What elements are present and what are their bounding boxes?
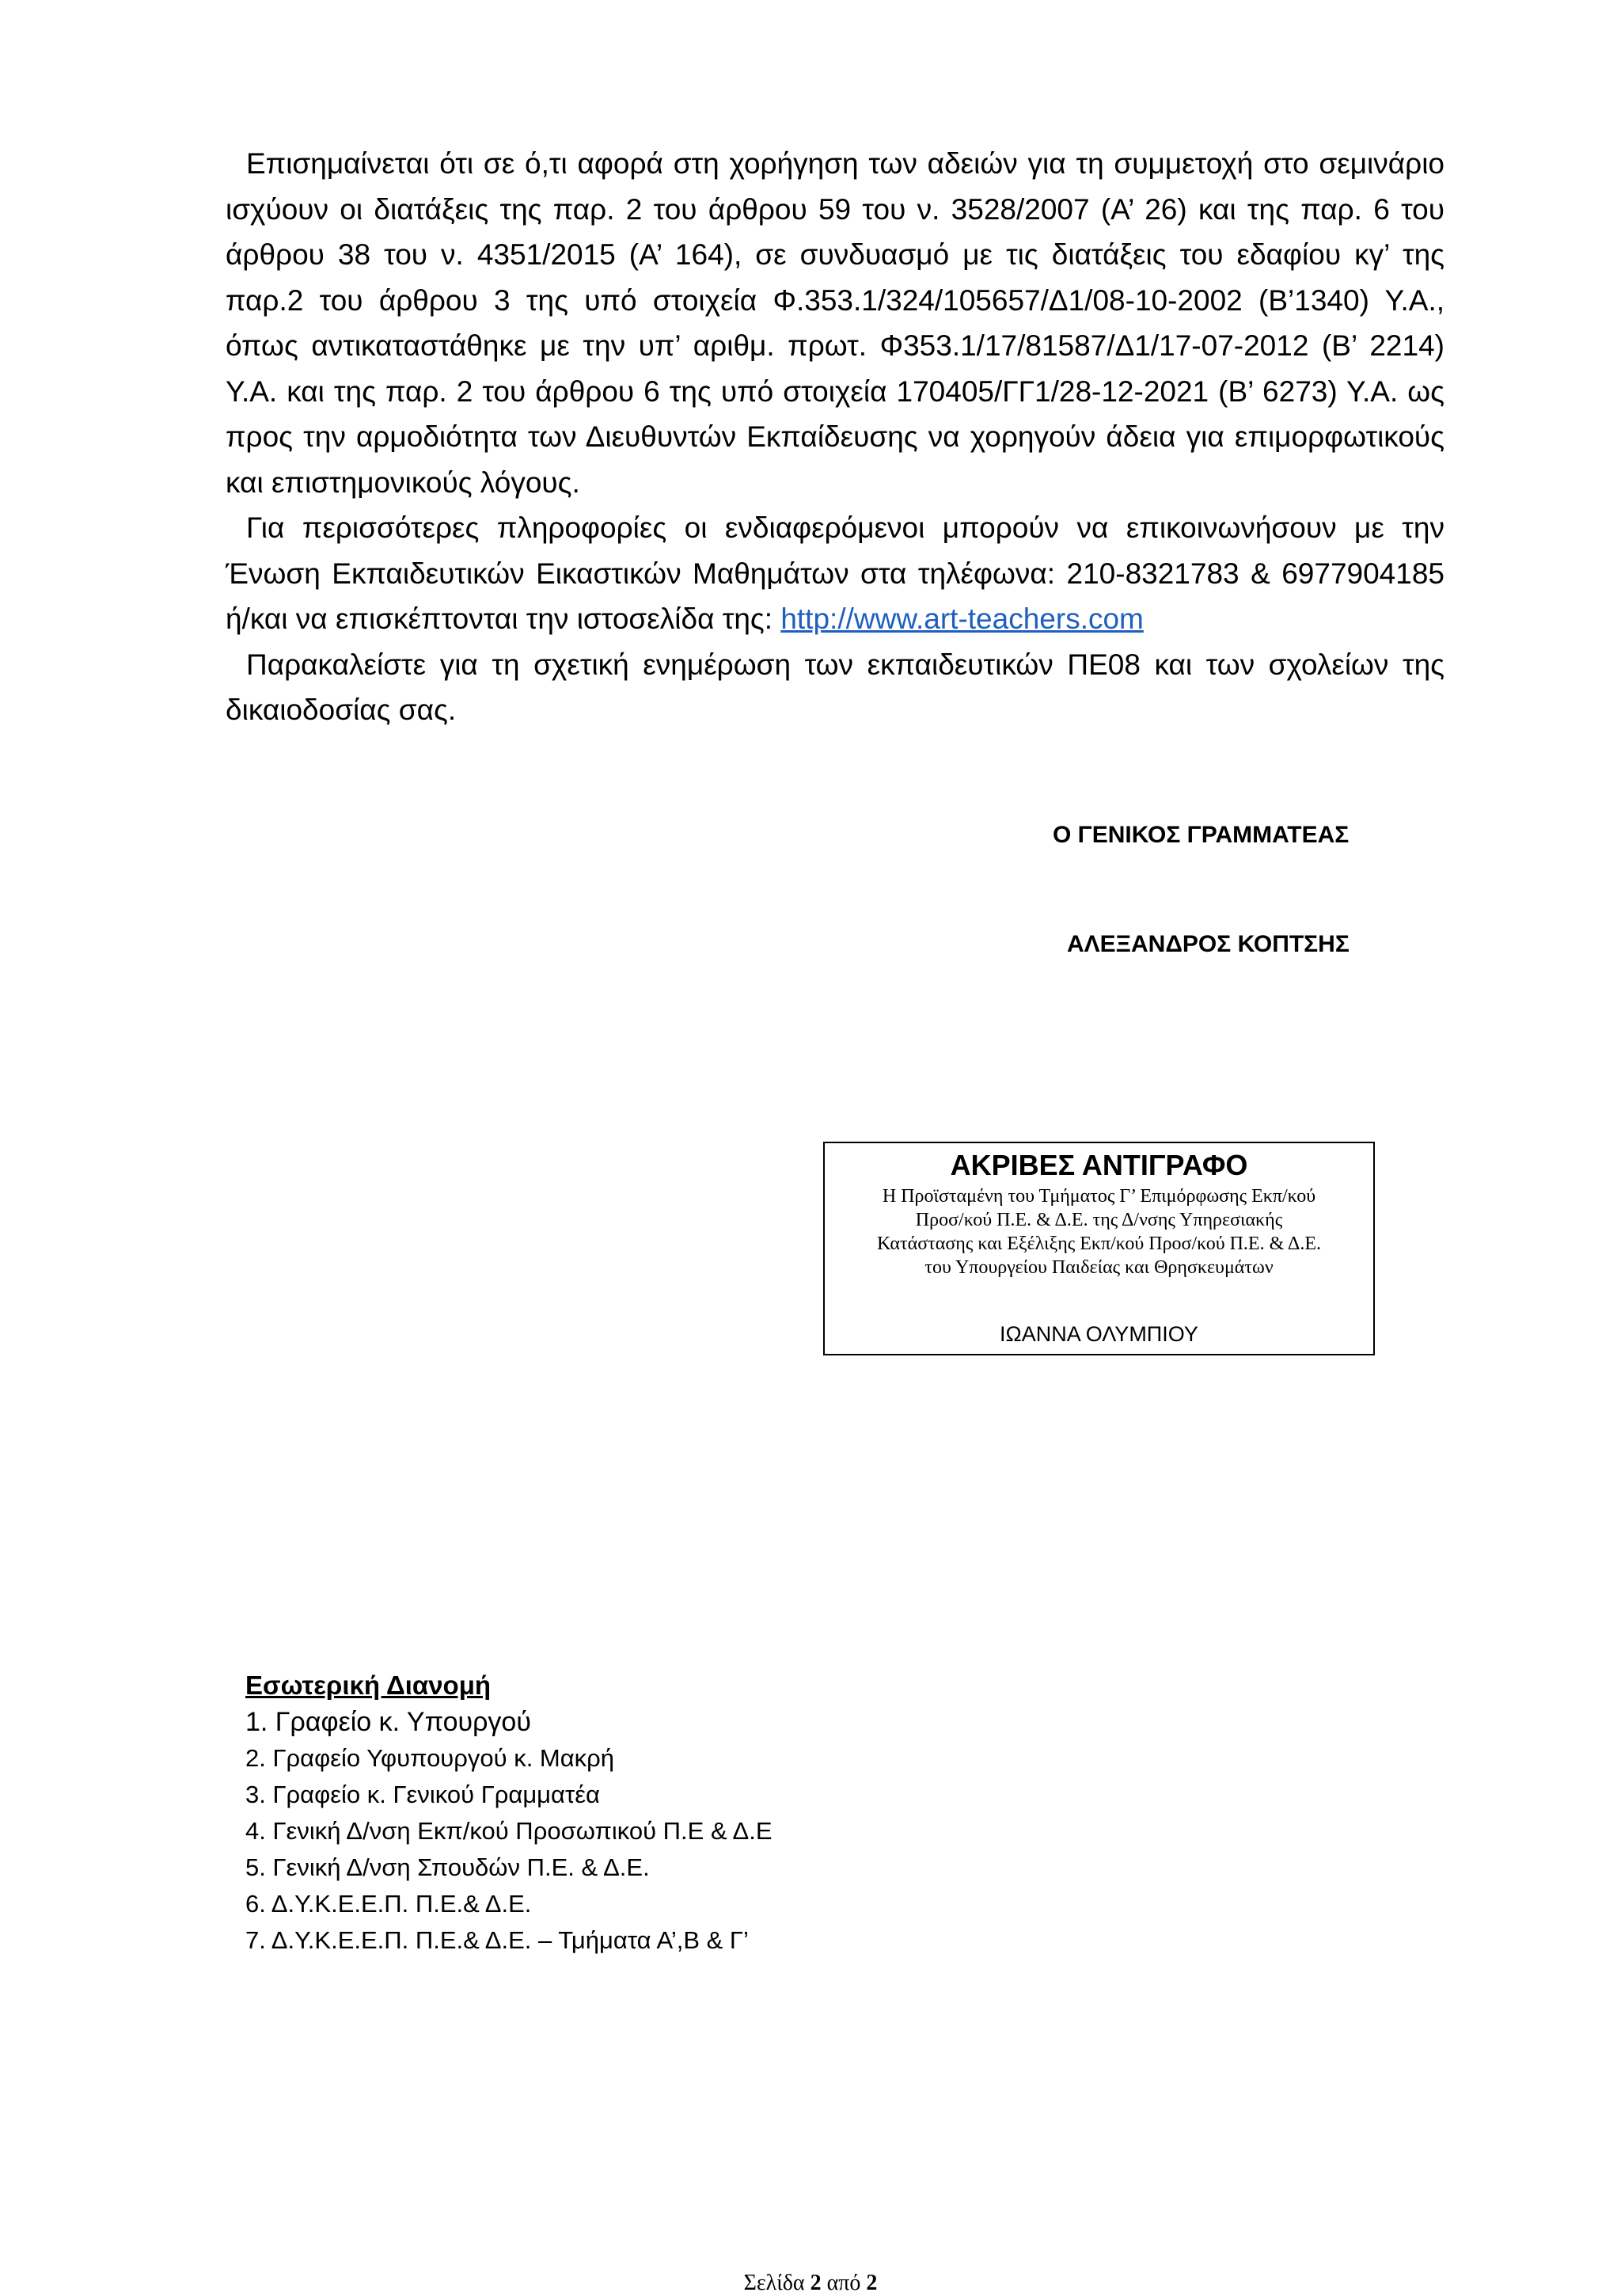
distribution-item: 3. Γραφείο κ. Γενικού Γραμματέα bbox=[245, 1781, 600, 1808]
total-pages-number: 2 bbox=[866, 2271, 878, 2295]
stamp-title: ΑΚΡΙΒΕΣ ΑΝΤΙΓΡΑΦΟ bbox=[950, 1149, 1248, 1181]
contact-text: Για περισσότερες πληροφορίες οι ενδιαφερόμενοι μπορούν να επικοινωνήσουν με την Ένωση Εκπαιδευτικών Εικαστικών Μαθημάτων στα τηλέφωνα: 210-8321783 & 6977904185 ή/και να επισκέπτονται την ιστοσελίδα της: bbox=[226, 511, 1444, 635]
website-link[interactable]: http://www.art-teachers.com bbox=[780, 603, 1144, 635]
paragraph-contact-info bbox=[226, 505, 1444, 642]
stamp-official-name: ΙΩΑΝΝΑ ΟΛΥΜΠΙΟΥ bbox=[1000, 1322, 1198, 1346]
signatory-name: ΑΛΕΞΑΝΔΡΟΣ ΚΟΠΤΣΗΣ bbox=[1067, 931, 1350, 957]
page-label: Σελίδα bbox=[743, 2271, 805, 2295]
paragraph-leave-provisions: Επισημαίνεται ότι σε ό,τι αφορά στη χορήγηση των αδειών για τη συμμετοχή στο σεμινάριο ισχύουν οι διατάξεις της παρ. 2 του άρθρου 59 του ν. 3528/2007 (Α’ 26) και της παρ. 6 του άρθρου 38 του ν. 4351/2015 (Α’ 164), σε συνδυασμό με τις διατάξεις του εδαφίου κγ’ της παρ.2 του άρθρου 3 της υπό στοιχεία Φ.353.1/324/105657/Δ1/08-10-2002 (Β’1340) Υ.Α., όπως αντικαταστάθηκε με την υπ’ αριθμ. πρωτ. Φ353.1/17/81587/Δ1/17-07-2012 (Β’ 2214) Υ.Α. και της παρ. 2 του άρθρου 6 της υπό στοιχεία 170405/ΓΓ1/28-12-2021 (Β’ 6273) Υ.Α. ως προς την αρμοδιότητα των Διευθυντών Εκπαίδευσης να χορηγούν άδεια για επιμορφωτικούς και επιστημονικούς λόγους. bbox=[226, 147, 1444, 499]
signatory-title: Ο ΓΕΝΙΚΟΣ ΓΡΑΜΜΑΤΕΑΣ bbox=[1053, 822, 1350, 848]
internal-distribution bbox=[245, 1667, 773, 1959]
distribution-item: 5. Γενική Δ/νση Σπουδών Π.Ε. & Δ.Ε. bbox=[245, 1853, 650, 1881]
stamp-line: του Υπουργείου Παιδείας και Θρησκευμάτων bbox=[924, 1257, 1274, 1278]
distribution-item: 7. Δ.Υ.Κ.Ε.Ε.Π. Π.Ε.& Δ.Ε. – Τμήματα Α’,Β & Γ’ bbox=[245, 1926, 749, 1954]
distribution-list bbox=[245, 1704, 773, 1959]
page-footer bbox=[0, 2271, 1621, 2296]
certified-copy-stamp bbox=[823, 1142, 1375, 1355]
stamp-line: Η Προϊσταμένη του Τμήματος Γ’ Επιμόρφωσης Εκπ/κού bbox=[882, 1186, 1316, 1207]
distribution-item: 2. Γραφείο Υφυπουργού κ. Μακρή bbox=[245, 1744, 615, 1772]
of-label: από bbox=[826, 2271, 861, 2295]
distribution-title: Εσωτερική Διανομή bbox=[245, 1671, 492, 1700]
distribution-item: 4. Γενική Δ/νση Εκπ/κού Προσωπικού Π.Ε & Δ.Ε bbox=[245, 1817, 773, 1845]
paragraph-request: Παρακαλείστε για τη σχετική ενημέρωση των εκπαιδευτικών ΠΕ08 και των σχολείων της δικαιοδοσίας σας. bbox=[226, 648, 1444, 726]
current-page-number: 2 bbox=[810, 2271, 822, 2295]
distribution-item: 6. Δ.Υ.Κ.Ε.Ε.Π. Π.Ε.& Δ.Ε. bbox=[245, 1890, 532, 1918]
stamp-line: Κατάστασης και Εξέλιξης Εκπ/κού Προσ/κού Π.Ε. & Δ.Ε. bbox=[876, 1234, 1322, 1254]
letter-body bbox=[226, 141, 1444, 733]
stamp-description bbox=[825, 1184, 1373, 1279]
stamp-line: Προσ/κού Π.Ε. & Δ.Ε. της Δ/νσης Υπηρεσιακής bbox=[915, 1210, 1283, 1230]
distribution-item: 1. Γραφείο κ. Υπουργού bbox=[245, 1707, 531, 1737]
